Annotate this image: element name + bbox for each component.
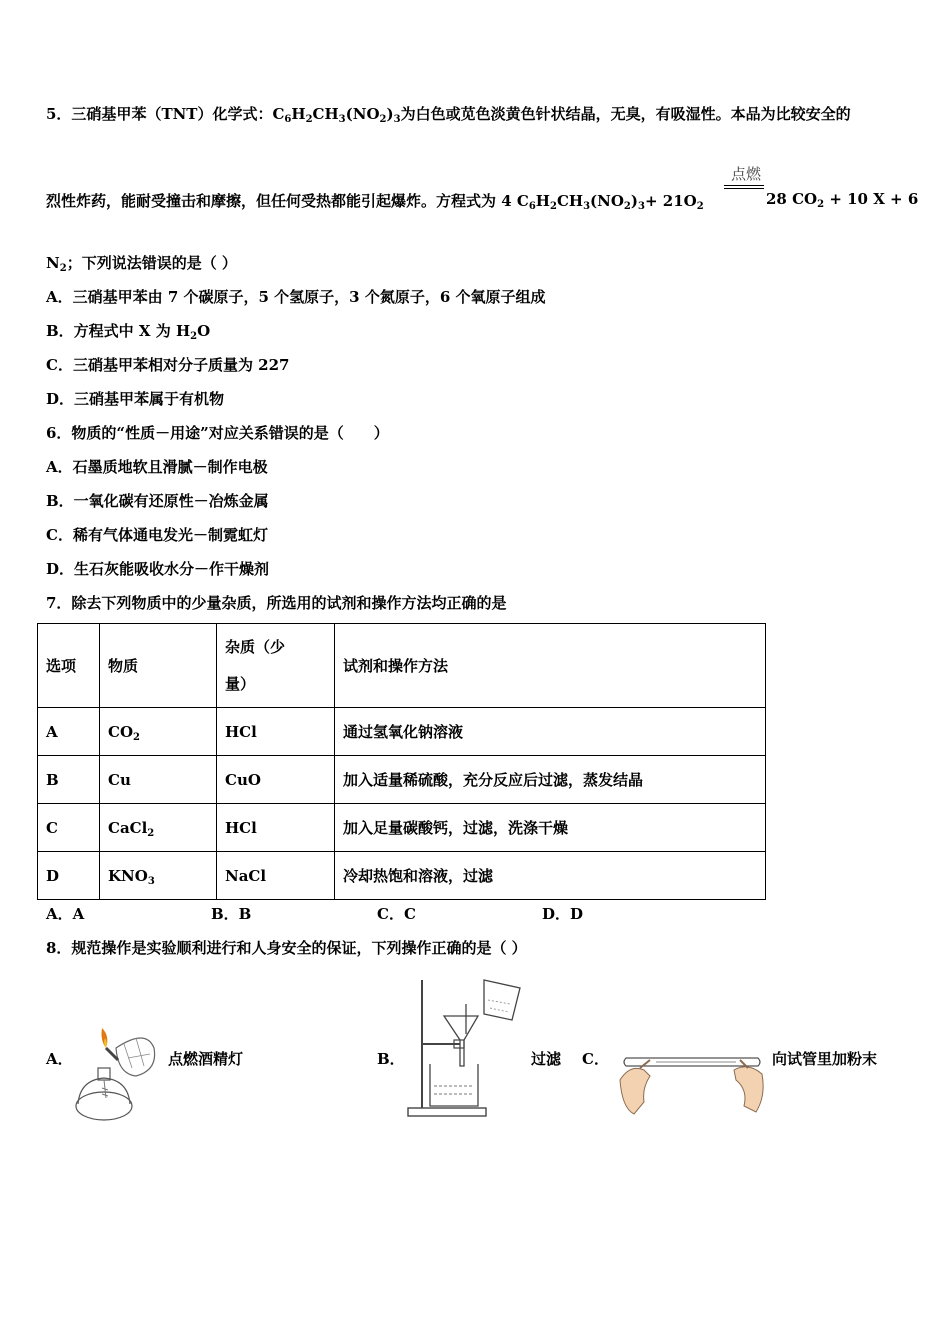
- table-row: [38, 804, 766, 852]
- q5-stem-line3: $N_2$；下列说法错误的是（ ）: [46, 254, 237, 274]
- cell-method: 通过氢氧化钠溶液: [335, 708, 766, 756]
- header-option: 选项: [38, 624, 100, 708]
- test-tube-powder-icon: [616, 1040, 768, 1120]
- q8-option-a-text: 点燃酒精灯: [168, 1050, 244, 1068]
- cell-substance: $KNO_3$: [100, 852, 217, 900]
- cell-option: D: [38, 852, 100, 900]
- q6-option-a: A．石墨质地软且滑腻－制作电极: [46, 458, 268, 476]
- header-method: 试剂和操作方法: [335, 624, 766, 708]
- filtration-apparatus-icon: [404, 974, 530, 1120]
- alcohol-lamp-lighting-icon: [66, 1018, 166, 1126]
- table-row: [38, 852, 766, 900]
- cell-impurity: HCl: [217, 804, 335, 852]
- q5-option-c: C．三硝基甲苯相对分子质量为 227: [46, 356, 290, 374]
- q5-stem-line1: 5．三硝基甲苯（TNT）化学式：$C_6H_2CH_3(NO_2)_3$为白色或苋色淡黄色针状结晶，无臭，有吸湿性。本品为比较安全的: [46, 105, 851, 125]
- q5-stem-line2-products: 28 $CO_2 + 10$ X + 6: [766, 190, 919, 210]
- cell-substance: CaCl$_2$: [100, 804, 217, 852]
- cell-option: C: [38, 804, 100, 852]
- q5-stem-line2: 烈性炸药，能耐受撞击和摩擦，但任何受热都能引起爆炸。方程式为 4 $C_6H_2CH_3(NO_2)_3+ 21O_2$: [46, 192, 704, 212]
- reaction-equals-bottom: [724, 188, 764, 189]
- cell-impurity: CuO: [217, 756, 335, 804]
- cell-substance: Cu: [100, 756, 217, 804]
- cell-method: 冷却热饱和溶液，过滤: [335, 852, 766, 900]
- q8-option-b-label: B．: [377, 1050, 405, 1068]
- q8-option-b-text: 过滤: [531, 1050, 562, 1068]
- table-header-row: [38, 624, 766, 708]
- q6-option-c: C．稀有气体通电发光－制霓虹灯: [46, 526, 268, 544]
- q8-option-a-label: A．: [46, 1050, 73, 1068]
- q7-table: [37, 623, 766, 900]
- cell-substance: $CO_2$: [100, 708, 217, 756]
- reaction-equals-top: [724, 185, 764, 186]
- q8-option-c-text: 向试管里加粉末: [772, 1050, 878, 1068]
- table-row: [38, 708, 766, 756]
- q6-stem: 6．物质的“性质－用途”对应关系错误的是（ ）: [46, 424, 389, 442]
- q7-answer-a: A．A: [46, 905, 85, 923]
- q8-option-c-label: C．: [582, 1050, 609, 1068]
- q8-stem: 8．规范操作是实验顺利进行和人身安全的保证，下列操作正确的是（ ）: [46, 939, 527, 957]
- reaction-condition: 点燃: [730, 165, 761, 183]
- cell-option: B: [38, 756, 100, 804]
- cell-method: 加入适量稀硫酸，充分反应后过滤，蒸发结晶: [335, 756, 766, 804]
- table-row: [38, 756, 766, 804]
- header-impurity: 杂质（少 量）: [217, 624, 335, 708]
- cell-impurity: HCl: [217, 708, 335, 756]
- cell-impurity: NaCl: [217, 852, 335, 900]
- q7-answer-b: B．B: [211, 905, 252, 923]
- q6-option-b: B．一氧化碳有还原性－冶炼金属: [46, 492, 269, 510]
- q6-option-d: D．生石灰能吸收水分－作干燥剂: [46, 560, 270, 578]
- q7-answer-c: C．C: [377, 905, 416, 923]
- q7-stem: 7．除去下列物质中的少量杂质，所选用的试剂和操作方法均正确的是: [46, 594, 507, 612]
- cell-method: 加入足量碳酸钙，过滤，洗涤干燥: [335, 804, 766, 852]
- q5-option-d: D．三硝基甲苯属于有机物: [46, 390, 225, 408]
- cell-option: A: [38, 708, 100, 756]
- header-substance: 物质: [100, 624, 217, 708]
- q5-option-b: B．方程式中 X 为 $H_2O$: [46, 322, 211, 342]
- q5-option-a: A．三硝基甲苯由 7 个碳原子，5 个氢原子，3 个氮原子，6 个氧原子组成: [46, 288, 546, 306]
- q7-answer-d: D．D: [542, 905, 584, 923]
